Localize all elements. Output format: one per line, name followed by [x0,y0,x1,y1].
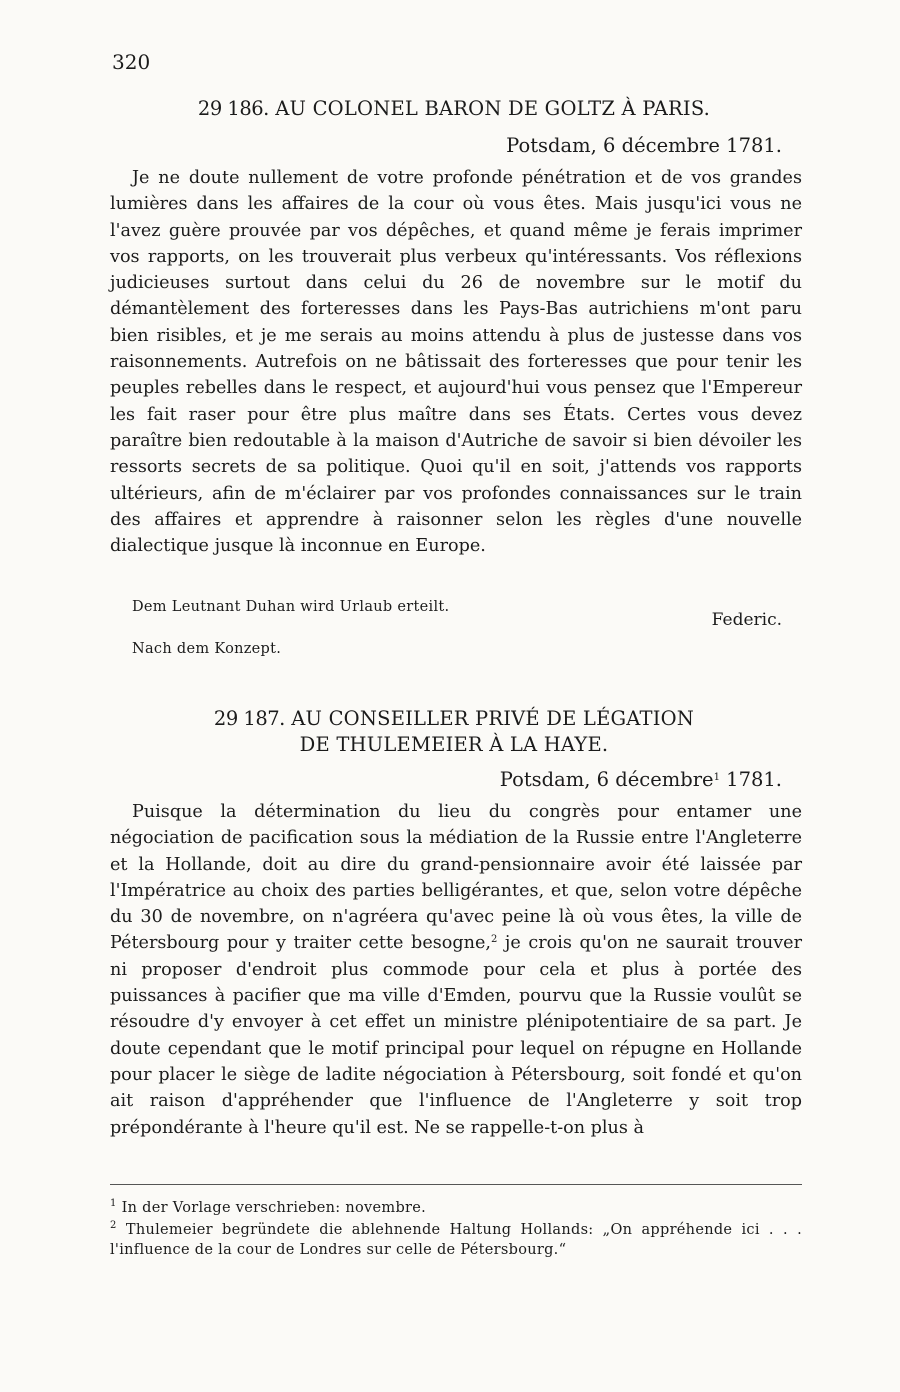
letter-number: 29 186. [197,97,269,120]
footnote-text: In der Vorlage verschrieben: novembre. [121,1200,427,1216]
letter-recipient: AU COLONEL BARON DE GOLTZ À PARIS. [275,97,711,120]
footnote-ref: 2 [490,934,498,946]
page-number: 320 [112,50,151,74]
letter-recipient: AU CONSEILLER PRIVÉ DE LÉGATION [291,707,695,730]
signature: Federic. [711,610,782,630]
dateline: Potsdam, 6 décembre 1781. [506,134,782,157]
footnote-divider [110,1184,802,1185]
letter-body-part2: je crois qu'on ne saurait trouver ni proposer d'endroit plus commode pour cela et plus à portée des puissances à pacifier que ma ville d'Emden, pourvu que la Russie voulût se résoudre d'y envoyer à cet effet un ministre plénipotentiaire de sa part. Je doute cependant que le motif principal pour lequel on répugne en Hollande pour placer le siège de ladite négociation à Pétersbourg, soit fondé et qu'on ait raison d'appréhender que l'influence de l'Angleterre y soit trop prépondérante à l'heure qu'il est. Ne se rappelle-t-on plus à [110,933,802,1138]
dateline-text: Potsdam, 6 décembre [499,768,714,791]
dateline [500,768,782,792]
source-note: Nach dem Konzept. [132,641,282,657]
letter-body: Je ne doute nullement de votre profonde pénétration et de vos grandes lumières dans les affaires de la cour où vous êtes. Mais jusqu'ici vous ne l'avez guère prouvée par vos dépêches, et quand même je ferais imprimer vos rapports, on les trouverait plus verbeux qu'intéressants. Vos réflexions judicieuses surtout dans celui du 26 de novembre sur le motif du démantèlement des forteresses dans les Pays-Bas autrichiens m'ont paru bien risibles, et je me serais au moins attendu à plus de justesse dans vos raisonnements. Autrefois on ne bâtissait des forteresses que pour tenir les peuples rebelles dans le respect, et aujourd'hui vous pensez que l'Empereur les fait raser pour être plus maître dans ses États. Certes vous devez paraître bien redoutable à la maison d'Autriche de savoir si bien dévoiler les ressorts secrets de sa politique. Quoi qu'il en soit, j'attends vos rapports ultérieurs, afin de m'éclairer par vos profondes connaissances sur le train des affaires et apprendre à raisonner selon les règles d'une nouvelle dialectique jusque là inconnue en Europe. [110,168,802,557]
footnote [110,1220,802,1260]
letter-body-part1: Puisque la détermination du lieu du congrès pour entamer une négociation de pacification sous la médiation de la Russie entre l'Angleterre et la Hollande, doit au dire du grand-pensionnaire avoir été laissée par l'Impératrice au choix des parties belligérantes, et que, selon votre dépêche du 30 de novembre, on n'agréera qu'avec peine là où vous êtes, la ville de Pétersbourg pour y traiter cette besogne, [110,802,802,954]
footnote-ref: 1 [713,772,720,783]
letter-heading-29186 [108,96,800,122]
letter-body [110,799,802,1141]
footnote-marker: 1 [110,1198,117,1209]
footnote-text: Thulemeier begründete die ablehnende Haltung Hollands: „On appréhende ici . . . l'influence de la cour de Londres sur celle de Pétersbourg.“ [110,1222,802,1258]
letter-heading-29187 [108,706,800,758]
letter-recipient-line2: DE THULEMEIER À LA HAYE. [299,733,609,756]
letter-number: 29 187. [213,707,285,730]
footnote-marker: 2 [110,1220,117,1231]
postscript: Dem Leutnant Duhan wird Urlaub erteilt. [132,599,450,615]
footnote [110,1198,802,1218]
dateline-year: 1781. [719,768,782,791]
